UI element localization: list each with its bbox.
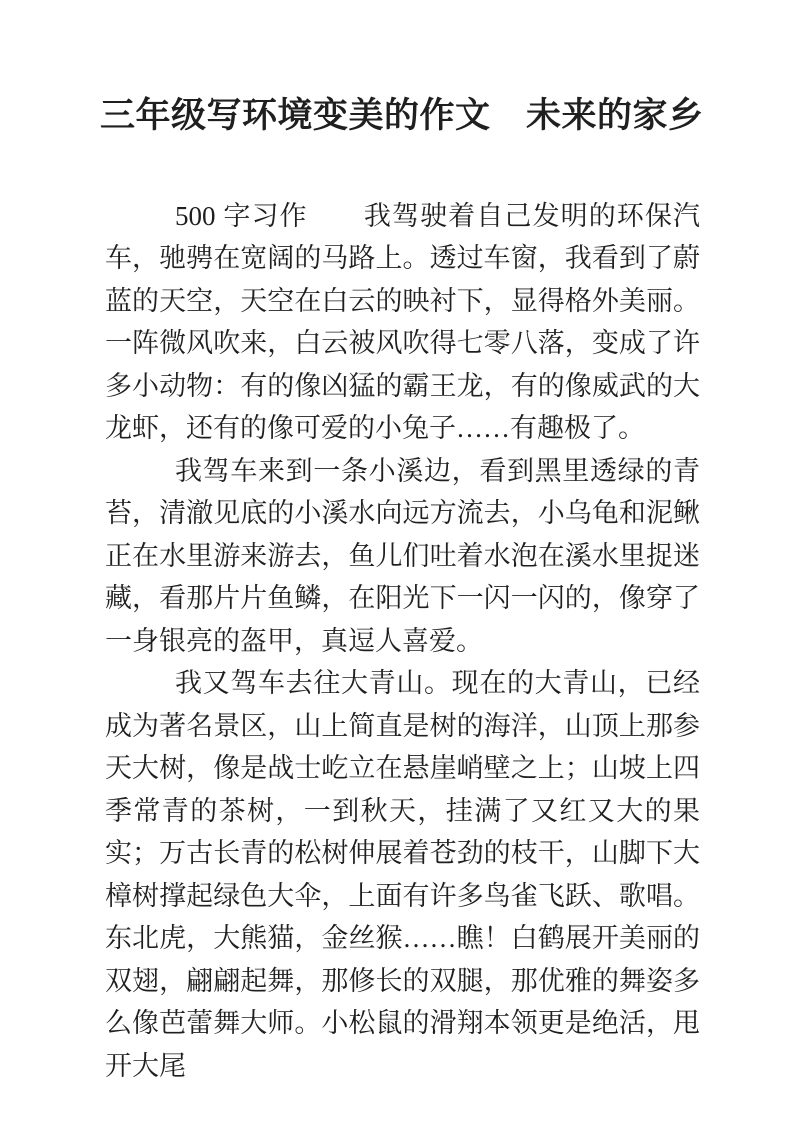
paragraph: 我驾车来到一条小溪边，看到黑里透绿的青苔，清澈见底的小溪水向远方流去，小乌龟和泥鳅正在水里游来游去，鱼儿们吐着水泡在溪水里捉迷藏，看那片片鱼鳞，在阳光下一闪一闪的，像穿了一身银亮的盔甲，真逗人喜爱。 [105,455,700,656]
document-title: 三年级写环境变美的作文 未来的家乡 [100,96,704,135]
paragraph: 我又驾车去往大青山。现在的大青山，已经成为著名景区，山上简直是树的海洋，山顶上那参天大树，像是战士屹立在悬崖峭壁之上；山坡上四季常青的茶树，一到秋天，挂满了又红又大的果实；万古长青的松树伸展着苍劲的枝干，山脚下大樟树撑起绿色大伞，上面有许多鸟雀飞跃、歌唱。东北虎，大熊猫，金丝猴……瞧！白鹤展开美丽的双翅，翩翩起舞，那修长的双腿，那优雅的舞姿多么像芭蕾舞大师。小松鼠的滑翔本领更是绝活，甩开大尾 [105,668,700,1081]
paragraph: 500 字习作 我驾驶着自己发明的环保汽车，驰骋在宽阔的马路上。透过车窗，我看到了蔚蓝的天空，天空在白云的映衬下，显得格外美丽。一阵微风吹来，白云被风吹得七零八落，变成了许多小动物：有的像凶猛的霸王龙，有的像威武的大龙虾，还有的像可爱的小兔子……有趣极了。 [105,200,700,443]
document-body [105,195,700,1088]
